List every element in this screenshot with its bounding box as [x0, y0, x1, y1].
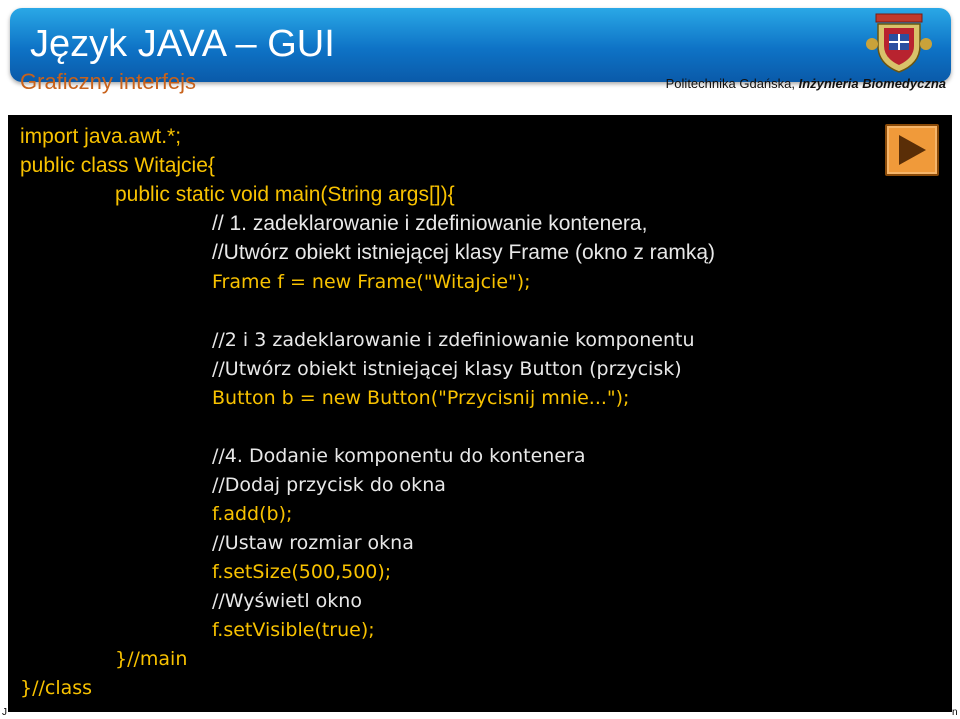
footer-right-mark: n — [952, 707, 958, 718]
code-line-2: public class Witajcie{ — [20, 154, 215, 177]
code-line-16: f.setVisible(true); — [212, 619, 375, 641]
code-line-5: //Utwórz obiekt istniejącej klasy Frame (okno z ramką) — [212, 241, 715, 264]
code-line-10: //4. Dodanie komponentu do kontenera — [212, 445, 586, 467]
slide-title: Język JAVA – GUI — [30, 23, 335, 65]
code-line-15: //Wyświetl okno — [212, 590, 362, 612]
code-line-17: }//main — [115, 648, 188, 670]
play-button[interactable] — [885, 124, 939, 176]
code-line-3: public static void main(String args[]){ — [115, 183, 455, 206]
play-icon — [895, 132, 929, 168]
code-line-1: import java.awt.*; — [20, 125, 182, 148]
code-line-12: f.add(b); — [212, 503, 293, 525]
code-line-13: //Ustaw rozmiar okna — [212, 532, 414, 554]
code-line-6: Frame f = new Frame("Witajcie"); — [212, 271, 531, 293]
code-line-18: }//class — [20, 677, 93, 699]
code-line-9: Button b = new Button("Przycisnij mnie..."); — [212, 387, 630, 409]
code-line-14: f.setSize(500,500); — [212, 561, 392, 583]
code-line-4: // 1. zadeklarowanie i zdefiniowanie kontenera, — [212, 212, 648, 235]
footer-left-mark: J — [2, 707, 7, 718]
code-line-8: //Utwórz obiekt istniejącej klasy Button (przycisk) — [212, 358, 682, 380]
affiliation: Politechnika Gdańska, Inżynieria Biomedyczna — [665, 76, 946, 91]
code-line-7: //2 i 3 zadeklarowanie i zdefiniowanie komponentu — [212, 329, 695, 351]
code-line-11: //Dodaj przycisk do okna — [212, 474, 446, 496]
university-crest-logo — [864, 12, 934, 74]
subtitle-fragment: Graficzny interfejs — [20, 69, 197, 94]
